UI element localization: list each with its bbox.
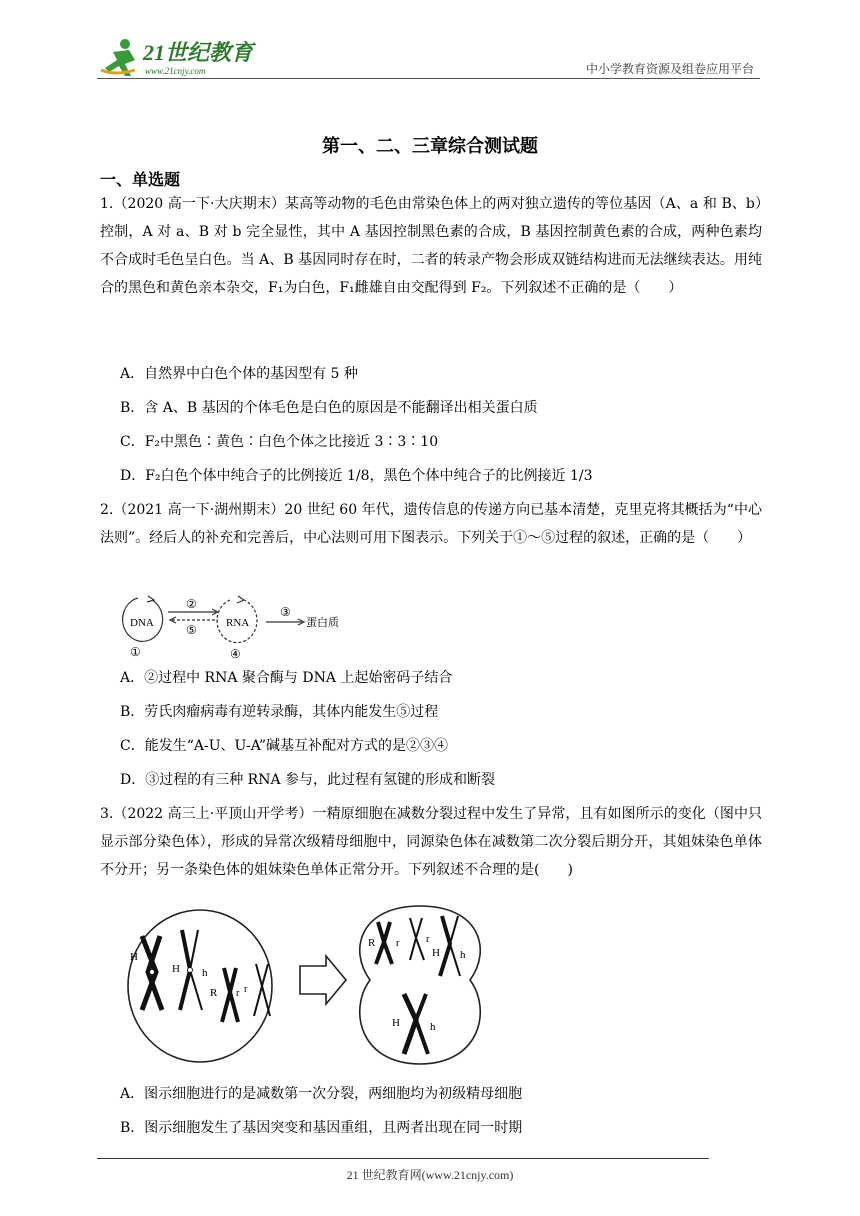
question-3-option-b: B．图示细胞发生了基因突变和基因重组，且两者出现在同一时期: [120, 1120, 523, 1136]
protein-label: 蛋白质: [306, 617, 339, 629]
allele-r-upper: R: [210, 987, 218, 999]
section-title: 一、单选题: [100, 170, 181, 189]
logo-url: www.21cnjy.com: [145, 66, 206, 76]
question-2-option-d: D．③过程的有三种 RNA 参与，此过程有氢键的形成和断裂: [120, 772, 496, 788]
daughter-allele-h-bottom: H: [392, 1017, 400, 1029]
logo-text: 21世纪教育: [143, 40, 254, 65]
question-1-option-a: A．自然界中白色个体的基因型有 5 种: [120, 366, 358, 382]
rna-arc-arrowhead: [237, 596, 244, 603]
footer-text: 21 世纪教育网(www.21cnjy.com): [346, 1168, 514, 1182]
daughter-allele-h-lower: h: [460, 949, 466, 961]
meiosis-cell-diagram: [120, 900, 500, 1070]
central-dogma-diagram: [116, 588, 356, 662]
footer-divider: [97, 1158, 709, 1159]
process-1-label: ①: [130, 645, 141, 659]
dividing-cell-outline: [360, 906, 480, 1064]
daughter-allele-r-upper: R: [368, 937, 376, 949]
daughter-allele-h-bottom-lower: h: [430, 1021, 436, 1033]
question-3-option-a: A．图示细胞进行的是减数第一次分裂，两细胞均为初级精母细胞: [120, 1086, 523, 1102]
document-title: 第一、二、三章综合测试题: [322, 136, 538, 157]
allele-r-lower-2: r: [244, 984, 248, 995]
question-2-stem: 2.（2021 高一下·湖州期末）20 世纪 60 年代，遗传信息的传递方向已基本清楚，克里克将其概括为“中心法则”。经后人的补充和完善后，中心法则可用下图表示。下列关于①～⑤过程的叙述，正确的是（ ）: [100, 502, 762, 546]
daughter-allele-r-lower-2: r: [426, 934, 430, 945]
daughter-chromosomes-bottom: [404, 994, 428, 1054]
process-5-label: ⑤: [186, 623, 197, 637]
runner-logo-icon: [95, 36, 265, 80]
allele-h-upper: H: [130, 951, 138, 963]
header-divider: [97, 78, 760, 79]
process-arrow-icon: [300, 956, 346, 1004]
allele-h-lower: h: [202, 967, 208, 979]
question-2-option-b: B．劳氏肉瘤病毒有逆转录酶，其体内能发生⑤过程: [120, 704, 439, 720]
allele-h-upper-2: H: [172, 963, 180, 975]
site-logo: [95, 36, 265, 80]
daughter-allele-r-lower: r: [396, 938, 400, 949]
process-3-label: ③: [280, 605, 291, 619]
question-1-option-c: C．F₂中黑色∶黄色∶白色个体之比接近 3∶3∶10: [120, 434, 439, 450]
allele-r-lower: r: [236, 988, 240, 999]
question-2-option-a: A．②过程中 RNA 聚合酶与 DNA 上起始密码子结合: [120, 670, 453, 686]
rna-label: RNA: [226, 617, 250, 629]
process-4-label: ④: [230, 647, 241, 661]
question-3-stem: 3.（2022 高三上·平顶山开学考）一精原细胞在减数分裂过程中发生了异常，且有如图所示的变化（图中只显示部分染色体），形成的异常次级精母细胞中，同源染色体在减数第二次分裂后期分开，其姐妹染色单体不分开；另一条染色体的姐妹染色单体正常分开。下列叙述不合理的是( ): [100, 806, 762, 878]
process-2-label: ②: [186, 597, 197, 611]
daughter-allele-h-upper: H: [432, 947, 440, 959]
header-platform-text: 中小学教育资源及组卷应用平台: [585, 62, 754, 76]
question-1-stem: 1.（2020 高一下·大庆期末）某高等动物的毛色由常染色体上的两对独立遗传的等位基因（A、a 和 B、b）控制，A 对 a、B 对 b 完全显性，其中 A 基因控制黑色素的合成，B 基因控制黄色素的合成，两种色素均不合成时毛色呈白色。当 A、B 基因同时存在时，二者的转录产物会形成双链结构进而无法继续表达。用纯合的黑色和黄色亲本杂交，F₁为白色，F₁雌雄自由交配得到 F₂。下列叙述不正确的是（ ）: [100, 196, 762, 296]
question-2-option-c: C．能发生“A-U、U-A”碱基互补配对方式的是②③④: [120, 738, 449, 754]
daughter-chromosomes-top: [376, 916, 460, 976]
question-1-option-d: D．F₂白色个体中纯合子的比例接近 1/8，黑色个体中纯合子的比例接近 1/3: [120, 468, 593, 484]
dna-label: DNA: [130, 617, 154, 629]
question-1-option-b: B．含 A、B 基因的个体毛色是白色的原因是不能翻译出相关蛋白质: [120, 400, 538, 416]
